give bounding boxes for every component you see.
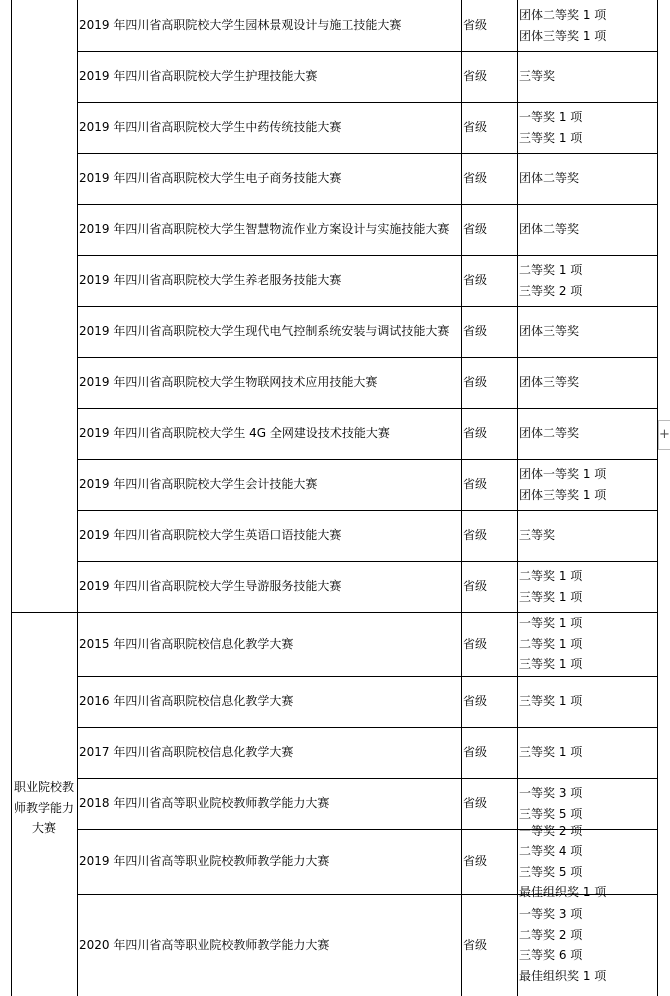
award-item: 团体二等奖 [519, 426, 580, 441]
competition-name: 2019 年四川省高职院校大学生护理技能大赛 [79, 69, 318, 84]
competition-level: 省级 [463, 796, 488, 811]
award-item: 三等奖 2 项 [519, 283, 583, 298]
award-item: 三等奖 1 项 [519, 694, 583, 709]
award-item: 团体三等奖 [519, 375, 580, 390]
award-list [519, 823, 607, 899]
award-item: 团体二等奖 1 项 [519, 8, 607, 22]
award-list [519, 894, 606, 996]
competition-name: 2015 年四川省高职院校信息化教学大赛 [79, 636, 294, 651]
award-list [519, 561, 582, 612]
competition-name: 2017 年四川省高职院校信息化教学大赛 [79, 745, 294, 760]
award-list [519, 459, 606, 510]
competition-name: 2019 年四川省高职院校大学生现代电气控制系统安装与调试技能大赛 [79, 324, 450, 339]
award-item: 团体三等奖 1 项 [519, 487, 607, 502]
award-item: 团体二等奖 [519, 222, 580, 237]
award-item: 团体二等奖 [519, 171, 580, 186]
award-item: 三等奖 1 项 [519, 589, 583, 604]
award-item: 二等奖 1 项 [519, 569, 583, 583]
competition-name: 2019 年四川省高职院校大学生养老服务技能大赛 [79, 273, 342, 288]
competition-name: 2019 年四川省高职院校大学生电子商务技能大赛 [79, 171, 342, 186]
award-list [519, 255, 582, 306]
competition-name: 2019 年四川省高职院校大学生会计技能大赛 [79, 477, 318, 492]
award-list [519, 306, 579, 357]
award-item: 最佳组织奖 1 项 [519, 885, 607, 899]
competition-level: 省级 [463, 69, 488, 84]
competition-level: 省级 [463, 937, 488, 952]
award-item: 三等奖 6 项 [519, 948, 583, 962]
grid-line-vertical [517, 0, 518, 996]
award-list [519, 51, 555, 102]
award-item: 团体三等奖 1 项 [519, 28, 607, 43]
award-item: 二等奖 1 项 [519, 636, 583, 651]
award-list [519, 153, 579, 204]
competition-level: 省级 [463, 745, 488, 760]
competition-level: 省级 [463, 171, 488, 186]
grid-line-vertical [461, 0, 462, 996]
competition-name: 2019 年四川省高职院校大学生智慧物流作业方案设计与实施技能大赛 [79, 222, 450, 237]
award-list [519, 727, 582, 778]
competition-name: 2019 年四川省高职院校大学生物联网技术应用技能大赛 [79, 375, 378, 390]
competition-level: 省级 [463, 120, 488, 135]
category-label-line: 师教学能力 [13, 800, 74, 815]
grid-line-vertical [657, 0, 658, 996]
award-item: 一等奖 1 项 [519, 616, 583, 631]
competition-name: 2018 年四川省高等职业院校教师教学能力大赛 [79, 796, 330, 811]
competition-level: 省级 [463, 854, 488, 869]
column-resize-handle[interactable]: + [658, 420, 670, 450]
award-item: 一等奖 3 项 [519, 786, 583, 800]
competition-level: 省级 [463, 694, 488, 709]
competition-level: 省级 [463, 273, 488, 288]
category-label-line: 大赛 [31, 821, 56, 836]
competition-name: 2019 年四川省高等职业院校教师教学能力大赛 [79, 854, 330, 869]
award-item: 三等奖 1 项 [519, 657, 583, 672]
competition-name: 2019 年四川省高职院校大学生 4G 全网建设技术技能大赛 [79, 426, 390, 441]
award-list [519, 676, 582, 727]
award-item: 三等奖 5 项 [519, 806, 583, 821]
category-label [11, 777, 77, 839]
award-item: 最佳组织奖 1 项 [519, 968, 607, 983]
competition-name: 2019 年四川省高职院校大学生导游服务技能大赛 [79, 579, 342, 594]
award-item: 三等奖 1 项 [519, 745, 583, 760]
award-item: 一等奖 2 项 [519, 823, 583, 838]
category-label-line: 职业院校教 [13, 780, 74, 795]
competition-level: 省级 [463, 324, 488, 339]
competition-level: 省级 [463, 528, 488, 543]
award-item: 三等奖 5 项 [519, 864, 583, 879]
award-list [519, 204, 579, 255]
award-list [519, 357, 579, 408]
award-item: 一等奖 1 项 [519, 110, 583, 124]
award-item: 三等奖 1 项 [519, 130, 583, 145]
competition-level: 省级 [463, 18, 488, 33]
award-item: 三等奖 [519, 528, 556, 543]
competition-name: 2016 年四川省高职院校信息化教学大赛 [79, 694, 294, 709]
award-list [519, 510, 555, 561]
award-item: 团体一等奖 1 项 [519, 467, 607, 481]
competition-name: 2020 年四川省高等职业院校教师教学能力大赛 [79, 937, 330, 952]
award-item: 二等奖 2 项 [519, 927, 583, 942]
award-item: 二等奖 1 项 [519, 263, 583, 277]
award-list [519, 408, 579, 459]
award-item: 团体三等奖 [519, 324, 580, 339]
competition-name: 2019 年四川省高职院校大学生英语口语技能大赛 [79, 528, 342, 543]
competition-level: 省级 [463, 636, 488, 651]
competition-level: 省级 [463, 477, 488, 492]
competition-level: 省级 [463, 375, 488, 390]
award-item: 一等奖 3 项 [519, 907, 583, 921]
award-list [519, 0, 606, 51]
grid-line-vertical [77, 0, 78, 996]
competition-level: 省级 [463, 426, 488, 441]
competition-name: 2019 年四川省高职院校大学生园林景观设计与施工技能大赛 [79, 18, 402, 33]
competition-name: 2019 年四川省高职院校大学生中药传统技能大赛 [79, 120, 342, 135]
award-item: 二等奖 4 项 [519, 844, 583, 858]
award-list [519, 612, 582, 676]
grid-line-vertical [11, 0, 12, 996]
award-list [519, 102, 582, 153]
competition-level: 省级 [463, 579, 488, 594]
competition-level: 省级 [463, 222, 488, 237]
award-item: 三等奖 [519, 69, 556, 84]
